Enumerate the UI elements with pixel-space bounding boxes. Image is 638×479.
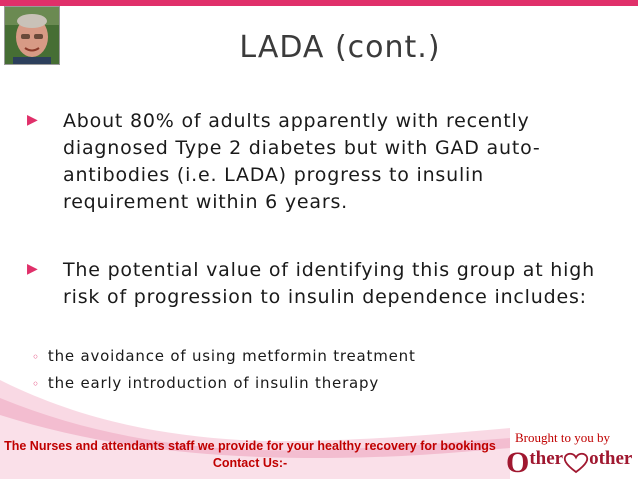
- presenter-photo: [4, 6, 60, 65]
- slide-title: LADA (cont.): [239, 30, 441, 65]
- logo-word: ther: [529, 448, 564, 469]
- arrow-bullet-icon: ▶: [27, 261, 38, 277]
- sub-bullet-item-1: [32, 345, 592, 368]
- logo-word: other: [589, 448, 633, 469]
- bullet-text: The potential value of identifying this group at high risk of progression to insulin dependence includes:: [63, 259, 595, 308]
- ring-bullet-icon: ◦: [32, 377, 40, 391]
- arrow-bullet-icon: ▶: [27, 112, 38, 128]
- sub-bullet-text: the early introduction of insulin therapy: [47, 374, 380, 392]
- contact-banner: The Nurses and attendants staff we provide for your healthy recovery for bookings Contact Us:-: [4, 439, 496, 470]
- bullet-text: About 80% of adults apparently with recently diagnosed Type 2 diabetes but with GAD auto-antibodies (i.e. LADA) progress to insulin requirement within 6 years.: [63, 110, 541, 213]
- sub-bullet-text: the avoidance of using metformin treatment: [47, 347, 416, 365]
- heart-icon: [563, 452, 589, 474]
- brought-by-label: Brought to you by: [515, 430, 610, 445]
- top-accent-bar: [0, 0, 638, 6]
- ring-bullet-icon: ◦: [32, 350, 40, 364]
- other-mother-logo: [506, 448, 634, 478]
- logo-letter: O: [506, 446, 530, 479]
